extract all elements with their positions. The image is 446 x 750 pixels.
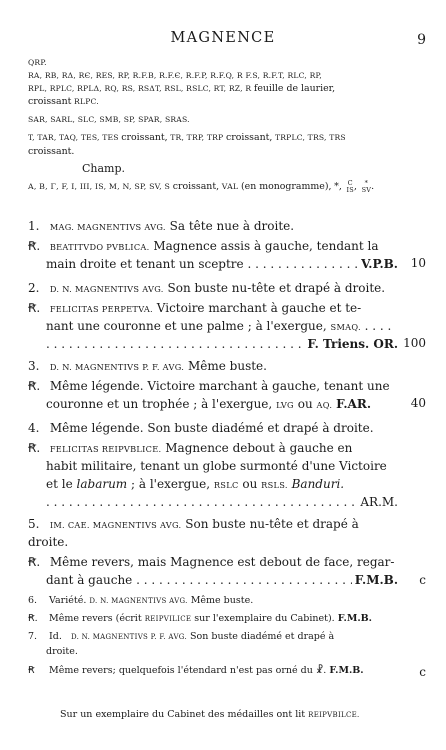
mint-text: croissant: [28, 96, 72, 107]
mint-text: TR, TRP, TRP: [170, 133, 224, 142]
obverse-text: Son buste nu-tête et drapé à droite.: [167, 281, 386, 295]
mint-list-line: [28, 132, 426, 144]
reverse-text: couronne et un trophée ; à l'exergue,: [46, 397, 273, 411]
mint-list-line: [28, 83, 426, 95]
entry-number: 5.: [28, 517, 40, 531]
mint-text: RPL, RPLC, RPLΔ, RQ, RS, RSΔT, RSL, RSLC, RT, RZ, R: [28, 84, 252, 93]
entry-reverse-cont: [28, 572, 398, 589]
entry-number: 6.: [28, 595, 38, 606]
reverse-text: Même revers, mais Magnence est debout de face, regar-: [49, 555, 395, 569]
reverse-text: labarum: [76, 477, 128, 491]
mint-list-line: [28, 114, 426, 126]
entry-reverse: [28, 664, 424, 678]
reverse-mark: Ꞧ.: [28, 441, 41, 455]
entry-reverse: [28, 300, 424, 318]
mint-text: A, B, Γ, F, I, III, IS, M, N, SP, SV, S: [28, 182, 171, 191]
entry-reverse: [28, 440, 424, 458]
leader-dots: [46, 494, 357, 511]
obverse-text: Son buste nu-tête et drapé à: [185, 517, 359, 531]
entry-obverse: [28, 218, 424, 236]
entry-obverse: [28, 280, 424, 298]
mint-text: RLPC.: [74, 97, 99, 106]
mint-text: croissant,: [121, 132, 168, 143]
metal-grade: V.P.B.: [361, 257, 398, 271]
entry-number: 3.: [28, 359, 40, 373]
entry-reverse: [28, 612, 424, 626]
reference: Banduri.: [291, 477, 345, 491]
champ-heading: Champ.: [82, 162, 126, 175]
entry-reverse-cont: [28, 396, 398, 414]
entry-reverse-cont: [28, 256, 398, 273]
mint-text: .: [371, 181, 375, 192]
page-title: MAGNENCE: [170, 30, 276, 46]
metal-grade: F.AR.: [336, 397, 372, 411]
obverse-legend: D. N. MAGNENTIVS AVG.: [49, 284, 164, 294]
mint-list-line: [28, 57, 426, 69]
reverse-legend: BEATITVDO PVBLICA.: [49, 242, 150, 252]
mint-text: croissant.: [28, 146, 75, 157]
mint-list-line: [28, 146, 426, 158]
reverse-text: habit militaire, tenant un globe surmonté d'une Victoire: [46, 459, 387, 473]
mint-text: SAR, SARL, SLC, SMB, SP, SPAR, SRAS.: [28, 115, 190, 124]
entry-obverse: [28, 516, 424, 534]
exergue: SMAQ.: [330, 322, 361, 332]
reverse-text: ou: [297, 397, 313, 411]
entry-reverse-cont: [28, 494, 398, 511]
obverse-text: Même buste.: [190, 595, 254, 606]
mint-text: croissant,: [172, 181, 220, 192]
obverse-text: droite.: [28, 535, 69, 549]
entry-obverse: [28, 594, 424, 608]
mint-list-line: [28, 96, 426, 108]
reverse-text: ou: [242, 477, 258, 491]
entry-obverse: [28, 358, 424, 376]
reverse-text: sur l'exemplaire du Cabinet).: [194, 613, 335, 624]
reverse-mark: Ꞧ.: [28, 301, 41, 315]
reverse-mark: Ꞧ: [28, 665, 35, 676]
footnote-text: Sur un exemplaire du Cabinet des médailles ont lit: [60, 709, 306, 720]
reverse-text: Magnence assis à gauche, tendant la: [153, 239, 379, 253]
entry-reverse-cont: [28, 476, 424, 494]
footnote-legend: REIPVBILCE.: [308, 711, 360, 719]
rarity-mark: c: [419, 665, 426, 679]
reverse-text: Magnence debout à gauche en: [165, 441, 353, 455]
obverse-text: Id.: [49, 631, 62, 642]
footnote: [60, 709, 360, 720]
champ-list: A, B, Γ, F, I, III, IS, M, N, SP, SV, S croissant, VAL (en monogramme), *, C IS, * SV.: [28, 179, 375, 194]
reverse-legend: FELICITAS REIPVBLICE.: [49, 444, 162, 454]
mint-text: VAL: [221, 182, 239, 191]
reverse-text: Même revers; quelquefois l'étendard n'est pas orné du: [49, 665, 313, 676]
mint-list-line: [28, 70, 426, 82]
reverse-text: Victoire marchant à gauche et te-: [156, 301, 362, 315]
metal-grade: F.M.B.: [337, 613, 372, 624]
obverse-text: Sa tête nue à droite.: [169, 219, 295, 233]
stack-bottom: IS: [346, 186, 354, 194]
entry-reverse: [28, 378, 424, 395]
entry-obverse-cont: [28, 645, 424, 659]
mint-text: *,: [334, 181, 342, 192]
obverse-legend: D. N. MAGNENTIVS AVG.: [89, 597, 188, 605]
stack-top: C: [347, 179, 353, 187]
entry-reverse-cont: [28, 458, 424, 475]
obverse-text: Son buste diadémé et drapé à: [190, 631, 335, 642]
stacked-mark: [347, 180, 354, 194]
reverse-text: nant une couronne et une palme ; à l'exergue,: [46, 319, 327, 333]
metal-grade: F. Triens. OR.: [307, 337, 398, 351]
entry-reverse: [28, 554, 424, 571]
stack-bottom: SV: [361, 186, 372, 194]
obverse-legend: MAG. MAGNENTIVS AVG.: [49, 222, 166, 232]
price: 10: [410, 256, 426, 270]
obverse-text: Même légende. Son buste diadémé et drapé à droite.: [49, 421, 374, 435]
exergue: AQ.: [316, 400, 333, 410]
obverse-legend: D. N. MAGNENTIVS P. F. AVG.: [70, 633, 187, 641]
price: 40: [410, 396, 426, 410]
reverse-legend: REIPVILICE: [144, 615, 192, 623]
obverse-text: Variété.: [49, 595, 87, 606]
metal-grade: F.M.B.: [354, 573, 398, 587]
reverse-text: ; à l'exergue,: [131, 477, 211, 491]
obverse-legend: IM. CAE. MAGNENTIVS AVG.: [49, 520, 182, 530]
obverse-legend: D. N. MAGNENTIVS P. F. AVG.: [49, 362, 185, 372]
mint-text: TRPLC, TRS, TRS: [274, 133, 346, 142]
mint-text: QRP.: [28, 58, 47, 67]
mint-text: RA, RB, RΔ, RЄ, RES, RP, R.F.B, R.F.Є, R.F.P, R.F.Q, R F.S, R.F.T, RLC, RP,: [28, 71, 322, 80]
exergue: LVG: [276, 400, 294, 410]
reverse-text: main droite et tenant un sceptre . . .: [46, 256, 358, 273]
reverse-mark: Ꞧ.: [28, 379, 41, 393]
entry-obverse: [28, 630, 424, 644]
reverse-mark: Ꞧ.: [28, 555, 41, 569]
reverse-mark: Ꞧ.: [28, 613, 38, 624]
obverse-text: droite.: [46, 646, 78, 657]
entry-reverse-cont: [28, 336, 398, 353]
leader-dots: [46, 336, 304, 353]
entry-number: 4.: [28, 421, 40, 435]
entry-obverse: [28, 420, 424, 437]
entry-obverse-cont: [28, 534, 424, 551]
exergue: RSLC: [213, 480, 239, 490]
entry-reverse: [28, 238, 424, 256]
entry-number: 2.: [28, 281, 40, 295]
reverse-text: Même légende. Victoire marchant à gauche, tenant une: [49, 379, 390, 393]
mint-text: croissant,: [225, 132, 273, 143]
stacked-mark: [361, 179, 375, 194]
page-number: 9: [417, 32, 426, 48]
reverse-text: Même revers (écrit: [49, 613, 142, 624]
reverse-text: dant à gauche . . .: [46, 572, 352, 589]
mint-text: T, TAR, TAQ, TES, TES: [28, 133, 119, 142]
metal-grade: AR.M.: [360, 495, 398, 509]
rarity-mark: c: [419, 573, 426, 587]
mint-text: feuille de laurier,: [253, 83, 336, 94]
obverse-text: Même buste.: [187, 359, 267, 373]
price: 100: [403, 336, 426, 350]
entry-number: 7.: [28, 631, 38, 642]
entry-number: 1.: [28, 219, 40, 233]
exergue: RSLS.: [261, 480, 288, 490]
mint-text: (en monogramme),: [240, 181, 332, 192]
reverse-text: et le: [46, 477, 73, 491]
metal-grade: F.M.B.: [329, 665, 364, 676]
stack-top: *: [364, 179, 369, 187]
chi-rho-symbol: ☧.: [315, 665, 327, 676]
reverse-mark: Ꞧ.: [28, 239, 41, 253]
entry-reverse-cont: nant une couronne et une palme ; à l'exergue, SMAQ. . . . .: [46, 319, 392, 333]
reverse-legend: FELICITAS PERPETVA.: [49, 304, 153, 314]
